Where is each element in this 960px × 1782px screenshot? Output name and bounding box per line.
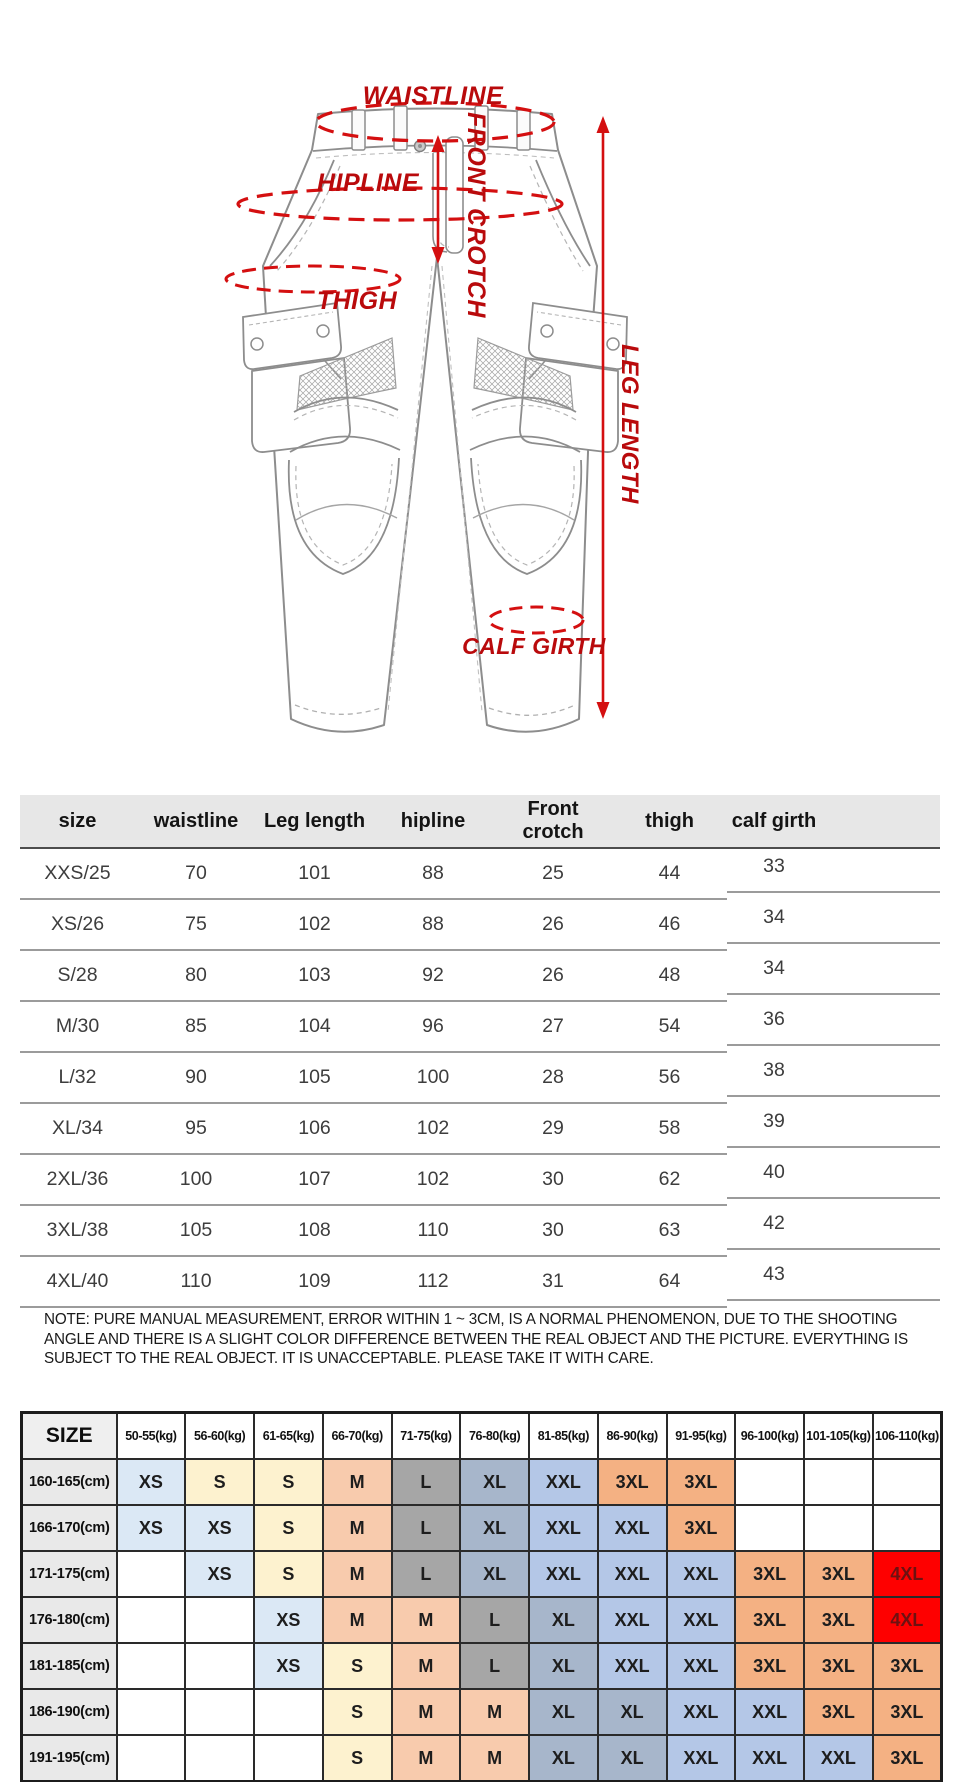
fit-matrix-row-191-195 bbox=[22, 1735, 942, 1782]
recommended-size-cell: M bbox=[323, 1459, 392, 1505]
recommended-size-cell: XXL bbox=[667, 1551, 736, 1597]
size-table-col-calf-girth: calf girth bbox=[727, 795, 940, 849]
measurement-value: 90 bbox=[135, 1053, 257, 1104]
size-cell: XS/26 bbox=[20, 900, 135, 951]
measurement-value: 102 bbox=[372, 1155, 494, 1206]
height-row-label: 166-170(cm) bbox=[22, 1505, 117, 1551]
empty-cell bbox=[185, 1689, 254, 1735]
weight-col-101-105: 101-105(kg) bbox=[804, 1413, 873, 1460]
recommended-size-cell: XL bbox=[460, 1551, 529, 1597]
recommended-size-cell: S bbox=[323, 1735, 392, 1782]
fit-matrix-row-186-190 bbox=[22, 1689, 942, 1735]
recommended-size-cell: XXL bbox=[598, 1551, 667, 1597]
measurement-value: 33 bbox=[727, 842, 940, 893]
size-cell: XL/34 bbox=[20, 1104, 135, 1155]
recommended-size-cell: S bbox=[323, 1689, 392, 1735]
recommended-size-cell: L bbox=[392, 1551, 461, 1597]
measurement-value: 92 bbox=[372, 951, 494, 1002]
measurement-value: 46 bbox=[612, 900, 727, 951]
height-row-label: 176-180(cm) bbox=[22, 1597, 117, 1643]
measurement-value: 63 bbox=[612, 1206, 727, 1257]
size-cell: M/30 bbox=[20, 1002, 135, 1053]
recommended-size-cell: 3XL bbox=[735, 1643, 804, 1689]
leg-length-label: LEG LENGTH bbox=[616, 344, 643, 504]
recommended-size-cell: XS bbox=[254, 1597, 323, 1643]
recommended-size-cell: XXL bbox=[667, 1735, 736, 1782]
recommended-size-cell: 4XL bbox=[873, 1597, 942, 1643]
recommended-size-cell: XS bbox=[117, 1505, 186, 1551]
fit-matrix-body bbox=[22, 1459, 942, 1782]
recommended-size-cell: S bbox=[185, 1459, 254, 1505]
measurement-value: 30 bbox=[494, 1206, 612, 1257]
recommended-size-cell: 3XL bbox=[667, 1505, 736, 1551]
recommended-size-cell: XXL bbox=[667, 1689, 736, 1735]
measurement-value: 26 bbox=[494, 951, 612, 1002]
recommended-size-cell: XL bbox=[529, 1735, 598, 1782]
recommended-size-cell: XXL bbox=[529, 1459, 598, 1505]
height-row-label: 160-165(cm) bbox=[22, 1459, 117, 1505]
recommended-size-cell: 3XL bbox=[873, 1689, 942, 1735]
recommended-size-cell: M bbox=[392, 1597, 461, 1643]
measurement-value: 100 bbox=[372, 1053, 494, 1104]
recommended-size-cell: M bbox=[460, 1689, 529, 1735]
size-cell: 3XL/38 bbox=[20, 1206, 135, 1257]
measurement-value: 43 bbox=[727, 1250, 940, 1301]
height-row-label: 181-185(cm) bbox=[22, 1643, 117, 1689]
hipline-label: HIPLINE bbox=[316, 169, 420, 197]
weight-col-81-85: 81-85(kg) bbox=[529, 1413, 598, 1460]
recommended-size-cell: XXL bbox=[667, 1643, 736, 1689]
measurement-value: 106 bbox=[257, 1104, 372, 1155]
height-row-label: 186-190(cm) bbox=[22, 1689, 117, 1735]
measurement-value: 30 bbox=[494, 1155, 612, 1206]
measurement-value: 110 bbox=[372, 1206, 494, 1257]
measurement-value: 96 bbox=[372, 1002, 494, 1053]
measurement-value: 95 bbox=[135, 1104, 257, 1155]
measurement-value: 42 bbox=[727, 1199, 940, 1250]
size-measurement-table bbox=[20, 795, 940, 1308]
size-cell: L/32 bbox=[20, 1053, 135, 1104]
measurement-value: 108 bbox=[257, 1206, 372, 1257]
recommended-size-cell: XXL bbox=[529, 1505, 598, 1551]
measurement-value: 54 bbox=[612, 1002, 727, 1053]
measurement-value: 34 bbox=[727, 893, 940, 944]
measurement-value: 88 bbox=[372, 900, 494, 951]
waistline-label: WAISTLINE bbox=[362, 82, 504, 110]
weight-col-61-65: 61-65(kg) bbox=[254, 1413, 323, 1460]
measurement-value: 62 bbox=[612, 1155, 727, 1206]
measurement-value: 109 bbox=[257, 1257, 372, 1308]
pants-measurement-diagram bbox=[0, 0, 960, 760]
measurement-value: 75 bbox=[135, 900, 257, 951]
fit-matrix-corner-size: SIZE bbox=[22, 1413, 117, 1460]
measurement-value: 105 bbox=[257, 1053, 372, 1104]
weight-col-91-95: 91-95(kg) bbox=[667, 1413, 736, 1460]
empty-cell bbox=[873, 1459, 942, 1505]
recommended-size-cell: 3XL bbox=[735, 1597, 804, 1643]
recommended-size-cell: XXL bbox=[529, 1551, 598, 1597]
empty-cell bbox=[735, 1505, 804, 1551]
recommended-size-cell: XXL bbox=[735, 1735, 804, 1782]
belt-loop bbox=[352, 110, 365, 150]
empty-cell bbox=[185, 1735, 254, 1782]
measurement-value: 88 bbox=[372, 849, 494, 900]
size-table-col-waistline: waistline bbox=[135, 795, 257, 849]
recommended-size-cell: 3XL bbox=[667, 1459, 736, 1505]
measurement-note: NOTE: PURE MANUAL MEASUREMENT, ERROR WITHIN 1 ~ 3CM, IS A NORMAL PHENOMENON, DUE TO THE SHOOTING ANGLE AND THERE IS A SLIGHT COLOR DIFFERENCE BETWEEN THE REAL OBJECT AND THE PICTURE. EVERYTHING IS SUBJECT TO THE REAL OBJECT. IT IS UNACCEPTABLE. PLEASE TAKE IT WITH CARE. bbox=[44, 1311, 908, 1367]
recommended-size-cell: XXL bbox=[667, 1597, 736, 1643]
measurement-value: 110 bbox=[135, 1257, 257, 1308]
measurement-value: 56 bbox=[612, 1053, 727, 1104]
recommended-size-cell: XL bbox=[598, 1689, 667, 1735]
recommended-size-cell: XL bbox=[529, 1643, 598, 1689]
weight-col-76-80: 76-80(kg) bbox=[460, 1413, 529, 1460]
measurement-value: 102 bbox=[372, 1104, 494, 1155]
measurement-value: 100 bbox=[135, 1155, 257, 1206]
size-table-col-thigh: thigh bbox=[612, 795, 727, 849]
measurement-value: 34 bbox=[727, 944, 940, 995]
thigh-label: THIGH bbox=[316, 287, 398, 315]
recommended-size-cell: S bbox=[254, 1551, 323, 1597]
recommended-size-cell: 3XL bbox=[804, 1597, 873, 1643]
recommended-size-cell: 3XL bbox=[804, 1643, 873, 1689]
weight-col-71-75: 71-75(kg) bbox=[392, 1413, 461, 1460]
recommended-size-cell: XXL bbox=[735, 1689, 804, 1735]
recommended-size-cell: XXL bbox=[804, 1735, 873, 1782]
height-row-label: 191-195(cm) bbox=[22, 1735, 117, 1782]
empty-cell bbox=[117, 1597, 186, 1643]
measurement-value: 36 bbox=[727, 995, 940, 1046]
recommended-size-cell: L bbox=[392, 1505, 461, 1551]
empty-cell bbox=[254, 1689, 323, 1735]
empty-cell bbox=[735, 1459, 804, 1505]
empty-cell bbox=[873, 1505, 942, 1551]
measurement-value: 80 bbox=[135, 951, 257, 1002]
size-table-row-4xl-40 bbox=[20, 1257, 940, 1308]
recommended-size-cell: 3XL bbox=[873, 1735, 942, 1782]
empty-cell bbox=[254, 1735, 323, 1782]
size-cell: S/28 bbox=[20, 951, 135, 1002]
recommended-size-cell: XL bbox=[460, 1459, 529, 1505]
recommended-size-cell: M bbox=[323, 1505, 392, 1551]
weight-col-56-60: 56-60(kg) bbox=[185, 1413, 254, 1460]
measurement-value: 107 bbox=[257, 1155, 372, 1206]
measurement-value: 105 bbox=[135, 1206, 257, 1257]
measurement-value: 70 bbox=[135, 849, 257, 900]
recommended-size-cell: M bbox=[392, 1735, 461, 1782]
measurement-value: 27 bbox=[494, 1002, 612, 1053]
measurement-value: 39 bbox=[727, 1097, 940, 1148]
measurement-value: 103 bbox=[257, 951, 372, 1002]
recommended-size-cell: XXL bbox=[598, 1505, 667, 1551]
size-table-body bbox=[20, 849, 940, 1308]
recommended-size-cell: M bbox=[323, 1597, 392, 1643]
recommended-size-cell: XS bbox=[117, 1459, 186, 1505]
front-crotch-label: FRONT CROTCH bbox=[462, 112, 490, 318]
measurement-value: 64 bbox=[612, 1257, 727, 1308]
weight-col-96-100: 96-100(kg) bbox=[735, 1413, 804, 1460]
empty-cell bbox=[185, 1643, 254, 1689]
size-table-col-size: size bbox=[20, 795, 135, 849]
size-cell: XXS/25 bbox=[20, 849, 135, 900]
measurement-value: 104 bbox=[257, 1002, 372, 1053]
belt-loop bbox=[517, 110, 530, 150]
measurement-value: 58 bbox=[612, 1104, 727, 1155]
empty-cell bbox=[804, 1505, 873, 1551]
measurement-value: 25 bbox=[494, 849, 612, 900]
recommended-size-cell: XXL bbox=[598, 1643, 667, 1689]
size-table-col-hipline: hipline bbox=[372, 795, 494, 849]
fit-matrix-row-166-170 bbox=[22, 1505, 942, 1551]
recommended-size-cell: M bbox=[392, 1689, 461, 1735]
recommended-size-cell: M bbox=[460, 1735, 529, 1782]
weight-col-86-90: 86-90(kg) bbox=[598, 1413, 667, 1460]
belt-loop bbox=[394, 106, 407, 150]
fit-matrix-row-181-185 bbox=[22, 1643, 942, 1689]
size-cell: 4XL/40 bbox=[20, 1257, 135, 1308]
recommended-size-cell: XL bbox=[460, 1505, 529, 1551]
recommended-size-cell: XL bbox=[529, 1597, 598, 1643]
empty-cell bbox=[117, 1643, 186, 1689]
recommended-size-cell: S bbox=[254, 1459, 323, 1505]
fit-matrix-row-171-175 bbox=[22, 1551, 942, 1597]
weight-col-106-110: 106-110(kg) bbox=[873, 1413, 942, 1460]
fit-matrix-header-row bbox=[22, 1413, 942, 1460]
measurement-value: 29 bbox=[494, 1104, 612, 1155]
fly-placket bbox=[446, 137, 463, 253]
calf-girth-label: CALF GIRTH bbox=[462, 633, 606, 659]
measurement-value: 102 bbox=[257, 900, 372, 951]
empty-cell bbox=[117, 1735, 186, 1782]
measurement-value: 85 bbox=[135, 1002, 257, 1053]
measurement-value: 101 bbox=[257, 849, 372, 900]
size-table-col-leg-length: Leg length bbox=[257, 795, 372, 849]
recommended-size-cell: 4XL bbox=[873, 1551, 942, 1597]
height-row-label: 171-175(cm) bbox=[22, 1551, 117, 1597]
measurement-value: 28 bbox=[494, 1053, 612, 1104]
recommended-size-cell: XS bbox=[254, 1643, 323, 1689]
recommended-size-cell: M bbox=[323, 1551, 392, 1597]
recommended-size-cell: 3XL bbox=[804, 1689, 873, 1735]
recommended-size-cell: XXL bbox=[598, 1597, 667, 1643]
recommended-size-cell: L bbox=[460, 1597, 529, 1643]
recommended-size-cell: S bbox=[254, 1505, 323, 1551]
fit-matrix-row-160-165 bbox=[22, 1459, 942, 1505]
size-cell: 2XL/36 bbox=[20, 1155, 135, 1206]
weight-col-66-70: 66-70(kg) bbox=[323, 1413, 392, 1460]
measurement-value: 26 bbox=[494, 900, 612, 951]
recommended-size-cell: 3XL bbox=[735, 1551, 804, 1597]
recommended-size-cell: XS bbox=[185, 1551, 254, 1597]
weight-col-50-55: 50-55(kg) bbox=[117, 1413, 186, 1460]
recommended-size-cell: 3XL bbox=[804, 1551, 873, 1597]
recommended-size-cell: 3XL bbox=[873, 1643, 942, 1689]
height-weight-fit-matrix bbox=[20, 1411, 943, 1782]
measurement-value: 112 bbox=[372, 1257, 494, 1308]
empty-cell bbox=[804, 1459, 873, 1505]
recommended-size-cell: L bbox=[392, 1459, 461, 1505]
measurement-value: 44 bbox=[612, 849, 727, 900]
measurement-value: 38 bbox=[727, 1046, 940, 1097]
empty-cell bbox=[117, 1689, 186, 1735]
recommended-size-cell: 3XL bbox=[598, 1459, 667, 1505]
empty-cell bbox=[185, 1597, 254, 1643]
size-table-header-row bbox=[20, 795, 940, 849]
recommended-size-cell: S bbox=[323, 1643, 392, 1689]
recommended-size-cell: M bbox=[392, 1643, 461, 1689]
fit-matrix-row-176-180 bbox=[22, 1597, 942, 1643]
size-table-col-front-crotch: Front crotch bbox=[494, 795, 612, 849]
recommended-size-cell: XS bbox=[185, 1505, 254, 1551]
empty-cell bbox=[117, 1551, 186, 1597]
recommended-size-cell: XL bbox=[529, 1689, 598, 1735]
recommended-size-cell: L bbox=[460, 1643, 529, 1689]
recommended-size-cell: XL bbox=[598, 1735, 667, 1782]
measurement-value: 40 bbox=[727, 1148, 940, 1199]
measurement-value: 31 bbox=[494, 1257, 612, 1308]
measurement-value: 48 bbox=[612, 951, 727, 1002]
